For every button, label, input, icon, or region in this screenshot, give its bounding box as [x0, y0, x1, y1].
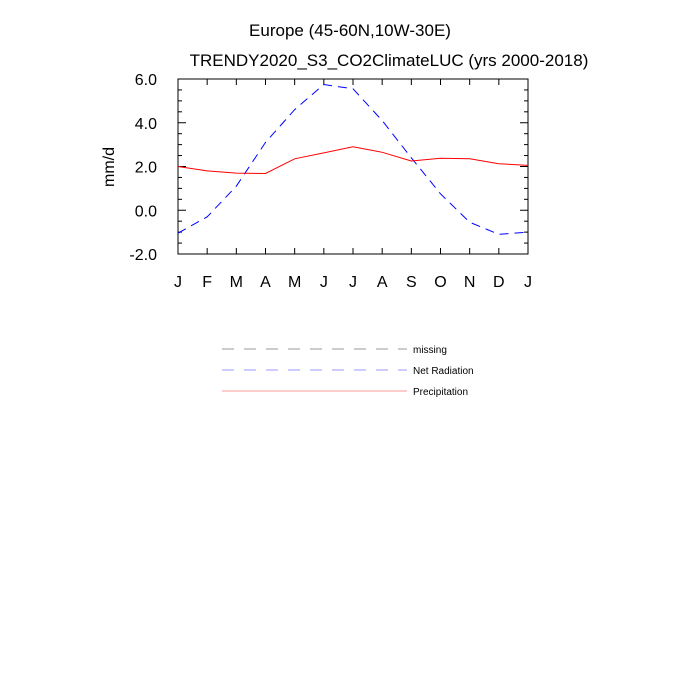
- x-tick-label: S: [405, 274, 417, 291]
- x-tick-label: J: [524, 274, 532, 291]
- legend: [222, 345, 474, 398]
- x-tick-label: J: [319, 274, 328, 291]
- x-tick-label: M: [229, 274, 243, 291]
- x-tick-label: D: [493, 274, 505, 291]
- y-tick-label: 6.0: [134, 72, 157, 89]
- x-tick-label: J: [349, 274, 357, 291]
- plot-area: [129, 72, 532, 291]
- chart-subtitle: TRENDY2020_S3_CO2ClimateLUC (yrs 2000-2018): [189, 51, 589, 70]
- legend-label: missing: [413, 345, 447, 356]
- y-tick-label: 0.0: [134, 203, 157, 221]
- x-tick-label: A: [376, 274, 388, 291]
- x-tick-label: M: [288, 274, 302, 291]
- plot-frame: [178, 79, 528, 254]
- axis-ticks: [129, 72, 532, 291]
- x-tick-label: O: [434, 274, 447, 291]
- legend-label: Precipitation: [413, 387, 469, 398]
- series-line-precipitation: [178, 147, 528, 174]
- x-tick-label: N: [463, 274, 476, 291]
- y-tick-label: 4.0: [134, 115, 157, 133]
- x-tick-label: J: [174, 274, 182, 291]
- chart-title: Europe (45-60N,10W-30E): [249, 21, 451, 40]
- y-tick-label: 2.0: [134, 159, 157, 177]
- y-axis-label: mm/d: [101, 147, 118, 187]
- y-tick-label: -2.0: [129, 247, 157, 264]
- legend-label: Net Radiation: [413, 366, 474, 377]
- x-tick-label: F: [202, 274, 213, 291]
- x-tick-label: A: [260, 274, 271, 291]
- series-layer: [178, 85, 528, 235]
